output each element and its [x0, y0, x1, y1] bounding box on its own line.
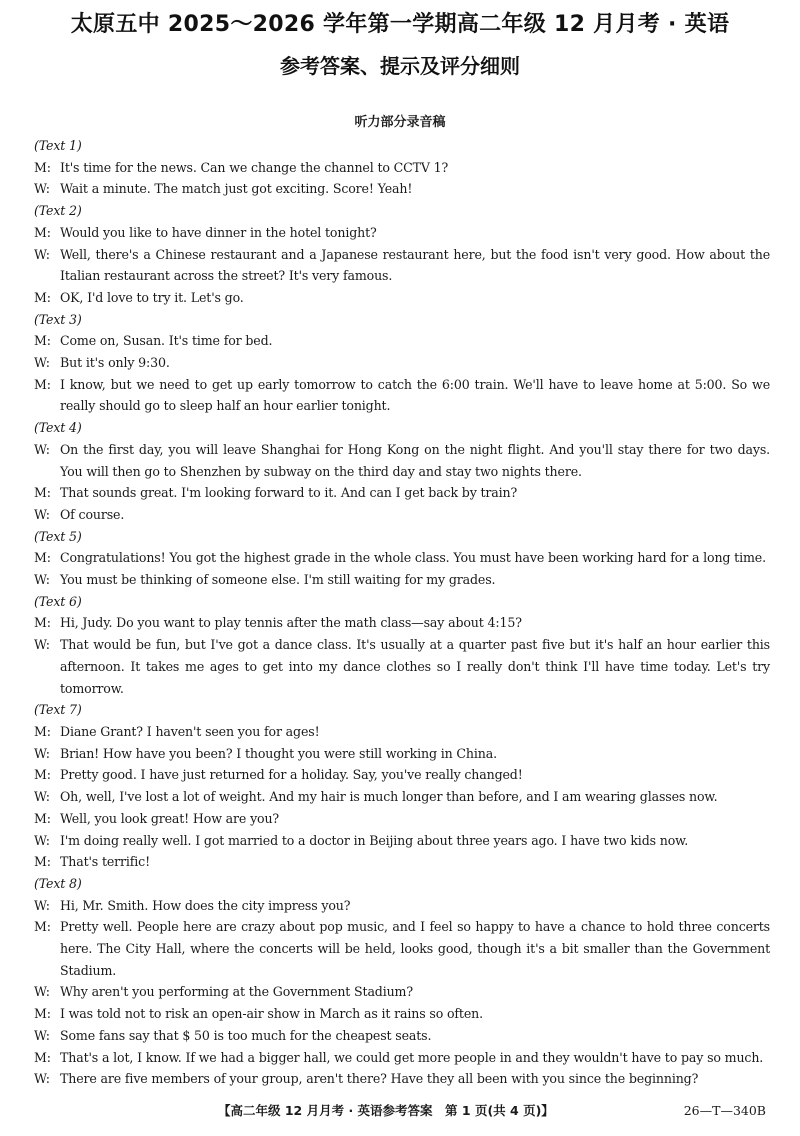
speaker-label: W:	[34, 745, 50, 761]
speaker-label: W:	[34, 984, 50, 1000]
utterance-text: I'm doing really well. I got married to a doctor in Beijing about three years ago. I have two kids now.	[60, 832, 689, 848]
text-label: (Text 6)	[34, 593, 82, 609]
speaker-label: M:	[34, 1006, 51, 1022]
dialogue-line	[34, 612, 770, 634]
speaker-label: M:	[34, 810, 51, 826]
utterance-text: I was told not to risk an open-air show in March as it rains so often.	[60, 1006, 483, 1022]
speaker-label: W:	[34, 355, 50, 371]
utterance-text: But it's only 9:30.	[60, 355, 170, 371]
utterance-text: It's time for the news. Can we change the channel to CCTV 1?	[60, 159, 449, 175]
dialogue-line	[34, 157, 770, 179]
text-label: (Text 8)	[34, 875, 82, 891]
dialogue-line	[34, 895, 770, 917]
utterance-text: Diane Grant? I haven't seen you for ages!	[60, 723, 320, 739]
dialogue-line	[34, 1068, 770, 1090]
speaker-label: W:	[34, 1027, 50, 1043]
dialogue-line	[34, 786, 770, 808]
dialogue-line	[34, 1047, 770, 1069]
utterance-text: Wait a minute. The match just got exciting. Score! Yeah!	[60, 181, 413, 197]
speaker-label: M:	[34, 333, 51, 349]
dialogue-line	[34, 482, 770, 504]
utterance-text: On the first day, you will leave Shanghai for Hong Kong on the night flight. And you'll stay there for two days. You will then go to Shenzhen by subway on the third day and stay two nights there.	[60, 441, 770, 479]
text-label: (Text 3)	[34, 311, 82, 327]
transcript	[34, 135, 770, 1090]
utterance-text: Brian! How have you been? I thought you were still working in China.	[60, 745, 497, 761]
speaker-label: M:	[34, 723, 51, 739]
footer-page-info: 【高二年级 12 月月考 · 英语参考答案 第 1 页(共 4 页)】	[218, 1103, 554, 1118]
dialogue-line	[34, 764, 770, 786]
speaker-label: W:	[34, 572, 50, 588]
dialogue-line	[34, 569, 770, 591]
dialogue-line	[34, 851, 770, 873]
text-label: (Text 2)	[34, 203, 82, 219]
speaker-label: M:	[34, 224, 51, 240]
utterance-text: Of course.	[60, 506, 125, 522]
section-heading: 听力部分录音稿	[354, 115, 446, 130]
speaker-label: M:	[34, 1049, 51, 1065]
document-title: 太原五中 2025～2026 学年第一学期高二年级 12 月月考 · 英语	[70, 12, 730, 37]
dialogue-line	[34, 178, 770, 200]
speaker-label: M:	[34, 615, 51, 631]
speaker-label: M:	[34, 550, 51, 566]
text-label: (Text 4)	[34, 420, 82, 436]
document-subtitle: 参考答案、提示及评分细则	[280, 54, 520, 78]
utterance-text: Why aren't you performing at the Government Stadium?	[60, 984, 413, 1000]
utterance-text: Pretty good. I have just returned for a holiday. Say, you've really changed!	[60, 767, 523, 783]
dialogue-line	[34, 743, 770, 765]
dialogue-line	[34, 981, 770, 1003]
dialogue-line	[34, 808, 770, 830]
speaker-label: W:	[34, 506, 50, 522]
dialogue-line	[34, 1003, 770, 1025]
speaker-label: M:	[34, 485, 51, 501]
dialogue-line	[34, 374, 770, 417]
utterance-text: Hi, Mr. Smith. How does the city impress you?	[60, 897, 351, 913]
dialogue-line	[34, 352, 770, 374]
speaker-label: W:	[34, 897, 50, 913]
dialogue-line	[34, 330, 770, 352]
utterance-text: There are five members of your group, aren't there? Have they all been with you since the beginning?	[60, 1071, 699, 1087]
dialogue-line	[34, 504, 770, 526]
dialogue-line	[34, 547, 770, 569]
speaker-label: W:	[34, 181, 50, 197]
utterance-text: OK, I'd love to try it. Let's go.	[60, 289, 244, 305]
text-label: (Text 7)	[34, 702, 82, 718]
dialogue-line	[34, 244, 770, 287]
dialogue-line	[34, 222, 770, 244]
utterance-text: Well, there's a Chinese restaurant and a Japanese restaurant here, but the food isn't very good. How about the Italian restaurant across the street? It's very famous.	[60, 246, 770, 284]
utterance-text: Would you like to have dinner in the hotel tonight?	[60, 224, 377, 240]
speaker-label: W:	[34, 832, 50, 848]
dialogue-line	[34, 287, 770, 309]
dialogue-line	[34, 721, 770, 743]
text-label: (Text 1)	[34, 138, 82, 153]
footer-code: 26—T—340B	[683, 1103, 766, 1118]
utterance-text: Congratulations! You got the highest grade in the whole class. You must have been working hard for a long time.	[60, 550, 766, 566]
speaker-label: W:	[34, 441, 50, 457]
speaker-label: W:	[34, 246, 50, 262]
utterance-text: You must be thinking of someone else. I'm still waiting for my grades.	[60, 572, 496, 588]
speaker-label: W:	[34, 637, 50, 653]
speaker-label: M:	[34, 159, 51, 175]
dialogue-line	[34, 830, 770, 852]
utterance-text: Hi, Judy. Do you want to play tennis after the math class—say about 4:15?	[60, 615, 522, 631]
speaker-label: M:	[34, 919, 51, 935]
utterance-text: Oh, well, I've lost a lot of weight. And my hair is much longer than before, and I am wearing glasses now.	[60, 789, 718, 805]
speaker-label: M:	[34, 376, 51, 392]
speaker-label: M:	[34, 289, 51, 305]
speaker-label: M:	[34, 854, 51, 870]
utterance-text: Pretty well. People here are crazy about pop music, and I feel so happy to have a chance to hold three concerts here. The City Hall, where the concerts will be held, looks good, though it's a bit smaller than the Government Stadium.	[60, 919, 770, 978]
speaker-label: W:	[34, 1071, 50, 1087]
speaker-label: W:	[34, 789, 50, 805]
utterance-text: Some fans say that $ 50 is too much for the cheapest seats.	[60, 1027, 432, 1043]
utterance-text: I know, but we need to get up early tomorrow to catch the 6:00 train. We'll have to leave home at 5:00. So we really should go to sleep half an hour earlier tonight.	[60, 376, 770, 414]
utterance-text: Come on, Susan. It's time for bed.	[60, 333, 273, 349]
text-label: (Text 5)	[34, 528, 82, 544]
utterance-text: That's terrific!	[60, 854, 150, 870]
dialogue-line	[34, 916, 770, 981]
utterance-text: That's a lot, I know. If we had a bigger hall, we could get more people in and they wouldn't have to pay so much.	[60, 1049, 764, 1065]
dialogue-line	[34, 439, 770, 482]
speaker-label: M:	[34, 767, 51, 783]
utterance-text: That sounds great. I'm looking forward to it. And can I get back by train?	[60, 485, 518, 501]
page-footer	[0, 1100, 800, 1122]
utterance-text: That would be fun, but I've got a dance class. It's usually at a quarter past five but it's half an hour earlier this afternoon. It takes me ages to get into my dance clothes so I really don't think I'll have time today. Let's try tomorrow.	[60, 637, 770, 696]
dialogue-line	[34, 634, 770, 699]
dialogue-line	[34, 1025, 770, 1047]
utterance-text: Well, you look great! How are you?	[60, 810, 280, 826]
